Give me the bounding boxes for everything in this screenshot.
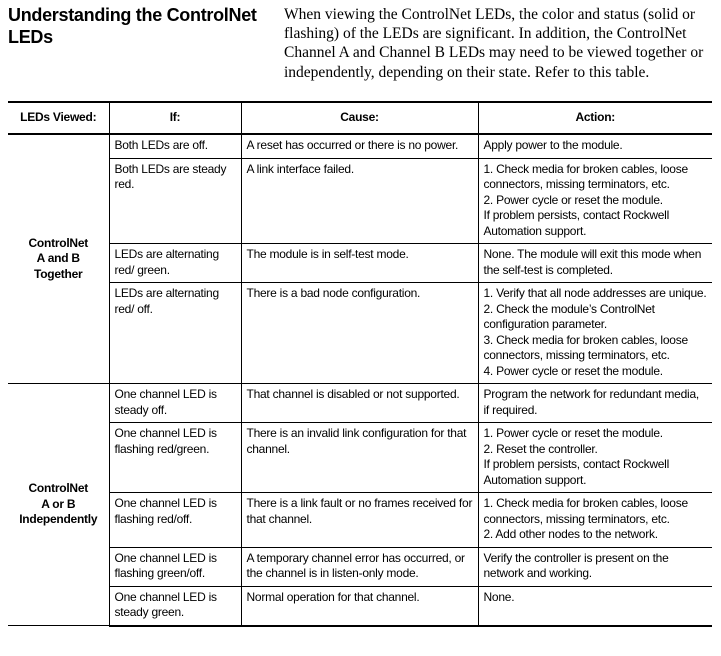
group-label-line: ControlNet [28,481,88,496]
cause-cell: A link interface failed. [241,158,478,244]
table-row [8,384,712,423]
group-label-line: A and B [36,251,80,266]
group-label-line: Together [34,266,83,281]
action-cell [478,158,712,244]
header-if: If: [109,102,241,134]
group-label-independently [8,384,109,626]
cause-cell: There is a bad node configuration. [241,283,478,384]
action-line: Apply power to the module. [483,138,623,152]
action-line: 1. Power cycle or reset the module. [483,426,663,440]
if-cell: Both LEDs are steady red. [109,158,241,244]
if-cell: One channel LED is steady off. [109,384,241,423]
action-line: 3. Check media for broken cables, loose connectors, missing terminators, etc. [483,332,688,362]
header-cause: Cause: [241,102,478,134]
action-line: None. The module will exit this mode when the self-test is completed. [483,247,702,277]
action-cell [478,547,712,586]
action-cell [478,134,712,158]
table-row [8,493,712,548]
table-row [8,244,712,283]
action-line: 1. Check media for broken cables, loose connectors, missing terminators, etc. [483,161,688,191]
if-cell: One channel LED is flashing red/green. [109,423,241,493]
cause-cell: The module is in self-test mode. [241,244,478,283]
if-cell: One channel LED is flashing red/off. [109,493,241,548]
section-heading: Understanding the ControlNet LEDs [8,5,257,47]
group-label-together [8,134,109,384]
led-status-table [8,101,712,627]
group-label-line: A or B [41,496,76,511]
cause-cell: A temporary channel error has occurred, or the channel is in listen-only mode. [241,547,478,586]
action-line: 4. Power cycle or reset the module. [483,363,663,378]
action-line: None. [483,589,515,604]
header-action: Action: [478,102,712,134]
table-row [8,547,712,586]
group-label-line: Independently [19,512,98,527]
action-cell [478,384,712,423]
table-row [8,158,712,244]
action-line: If problem persists, contact Rockwell Automation support. [483,457,669,487]
action-cell [478,283,712,384]
if-cell: One channel LED is steady green. [109,586,241,626]
cause-cell: There is an invalid link configuration for that channel. [241,423,478,493]
action-cell [478,423,712,493]
table-row [8,283,712,384]
table-row [8,423,712,493]
table-row [8,586,712,626]
action-line: 2. Check the module’s ControlNet configuration parameter. [483,301,655,331]
action-cell [478,586,712,626]
header-leds-viewed: LEDs Viewed: [8,102,109,134]
action-cell [478,493,712,548]
action-line: If problem persists, contact Rockwell Automation support. [483,208,669,238]
action-line: 2. Reset the controller. [483,441,598,456]
intro-paragraph: When viewing the ControlNet LEDs, the color and status (solid or flashing) of the LEDs are significant. In addition, the ControlNet Channel A and Channel B LEDs may need to be viewed together or independently, depending on their state. Refer to this table. [284,6,704,81]
action-cell [478,244,712,283]
table-header-row [8,102,712,134]
action-line: 1. Check media for broken cables, loose connectors, missing terminators, etc. [483,496,688,526]
cause-cell: There is a link fault or no frames received for that channel. [241,493,478,548]
action-line: 2. Power cycle or reset the module. [483,192,663,207]
if-cell: LEDs are alternating red/ green. [109,244,241,283]
action-line: 2. Add other nodes to the network. [483,527,658,541]
action-line: 1. Verify that all node addresses are unique. [483,286,707,300]
if-cell: LEDs are alternating red/ off. [109,283,241,384]
cause-cell: Normal operation for that channel. [241,586,478,626]
cause-cell: That channel is disabled or not supported. [241,384,478,423]
if-cell: Both LEDs are off. [109,134,241,158]
group-label-line: ControlNet [28,235,88,250]
cause-cell: A reset has occurred or there is no power. [241,134,478,158]
if-cell: One channel LED is flashing green/off. [109,547,241,586]
action-line: Program the network for redundant media, if required. [483,387,699,417]
action-line: Verify the controller is present on the network and working. [483,550,669,580]
table-row [8,134,712,158]
